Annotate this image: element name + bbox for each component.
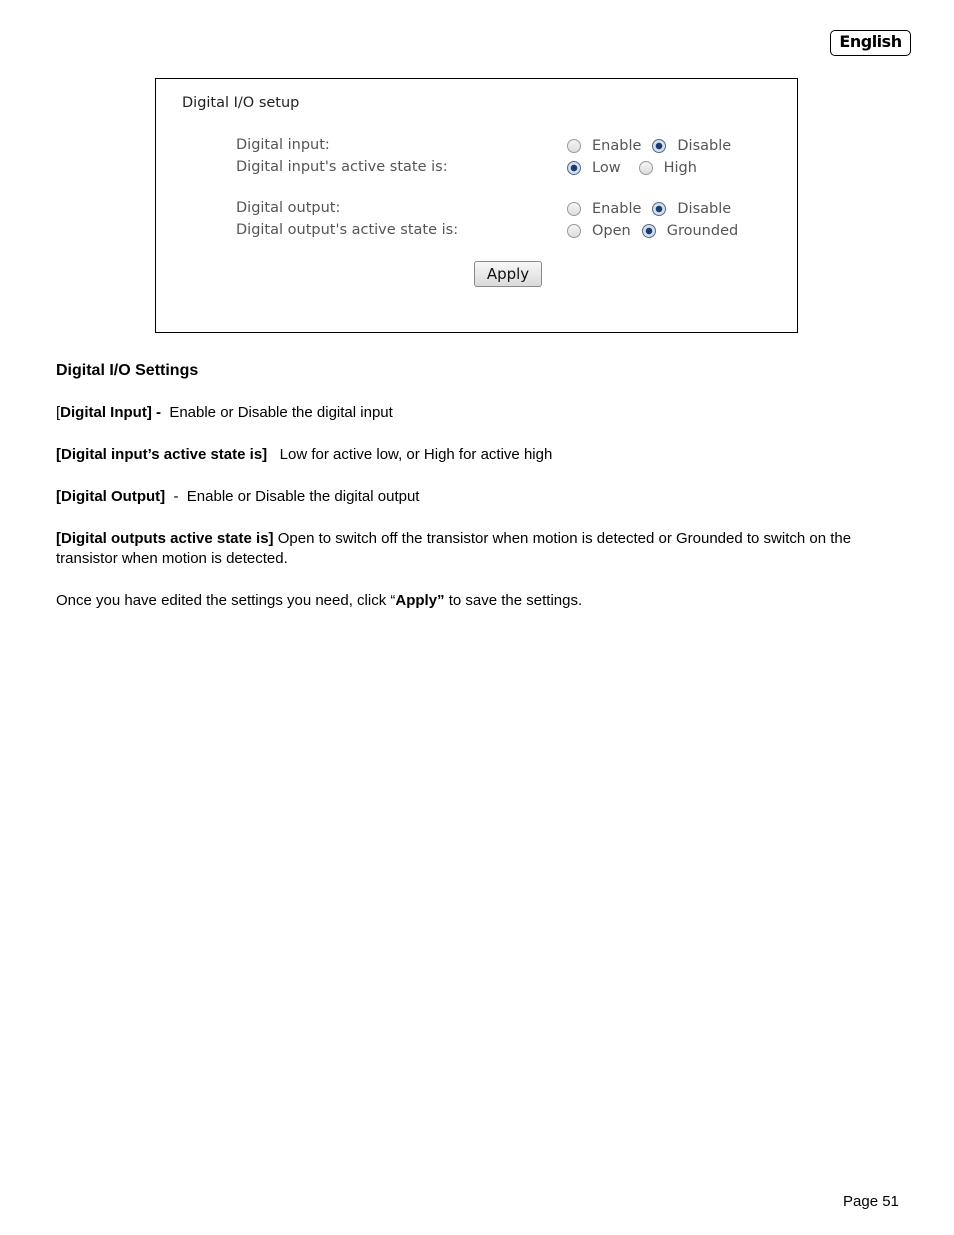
apply-button[interactable]: Apply (474, 261, 542, 287)
digital-input-disable-text: Disable (677, 138, 732, 154)
digital-input-state-label: Digital input's active state is: (236, 159, 448, 175)
digital-io-setup-panel (155, 78, 798, 333)
digital-output-disable-radio[interactable] (652, 202, 666, 216)
p3-text: - Enable or Disable the digital output (165, 488, 420, 505)
digital-output-open-radio[interactable] (567, 224, 581, 238)
p2-text: Low for active low, or High for active high (267, 446, 553, 463)
digital-input-state-options (567, 160, 708, 176)
paragraph-digital-input (56, 403, 906, 423)
digital-output-state-options (567, 223, 749, 239)
p1-open: [ (56, 404, 61, 421)
digital-output-grounded-radio[interactable] (642, 224, 656, 238)
language-badge: English (830, 30, 911, 56)
digital-output-disable-text: Disable (677, 201, 732, 217)
digital-output-options (567, 201, 742, 217)
digital-output-open-text: Open (592, 223, 631, 239)
p5-post: to save the settings. (444, 592, 583, 609)
digital-input-enable-radio[interactable] (567, 139, 581, 153)
digital-output-grounded-text: Grounded (666, 223, 739, 239)
digital-input-enable-text: Enable (592, 138, 642, 154)
digital-input-high-text: High (663, 160, 697, 176)
p3-term: [Digital Output] (56, 488, 166, 505)
paragraph-digital-input-state (56, 445, 906, 465)
digital-output-enable-text: Enable (592, 201, 642, 217)
p5-pre: Once you have edited the settings you need, click “ (56, 592, 396, 609)
digital-input-high-radio[interactable] (639, 161, 653, 175)
paragraph-digital-output-state (56, 529, 906, 569)
p1-text: Enable or Disable the digital input (160, 404, 393, 421)
section-heading: Digital I/O Settings (56, 362, 199, 379)
digital-input-label: Digital input: (236, 137, 330, 153)
digital-input-options (567, 138, 742, 154)
p2-term: [Digital input’s active state is] (56, 446, 268, 463)
setup-title: Digital I/O setup (182, 95, 300, 111)
p4-term: [Digital outputs active state is] (56, 530, 274, 547)
paragraph-apply (56, 591, 906, 611)
digital-output-state-label: Digital output's active state is: (236, 222, 459, 238)
p5-term: Apply” (395, 592, 445, 609)
p4-text: Open to switch off the transistor when motion is detected or Grounded to switch on the transistor when motion is detected. (56, 530, 852, 567)
p1-term: Digital Input] - (60, 404, 161, 421)
paragraph-digital-output (56, 487, 906, 507)
digital-input-low-radio[interactable] (567, 161, 581, 175)
digital-output-label: Digital output: (236, 200, 341, 216)
page-number: Page 51 (843, 1193, 899, 1210)
digital-input-low-text: Low (592, 160, 621, 176)
digital-input-disable-radio[interactable] (652, 139, 666, 153)
digital-output-enable-radio[interactable] (567, 202, 581, 216)
